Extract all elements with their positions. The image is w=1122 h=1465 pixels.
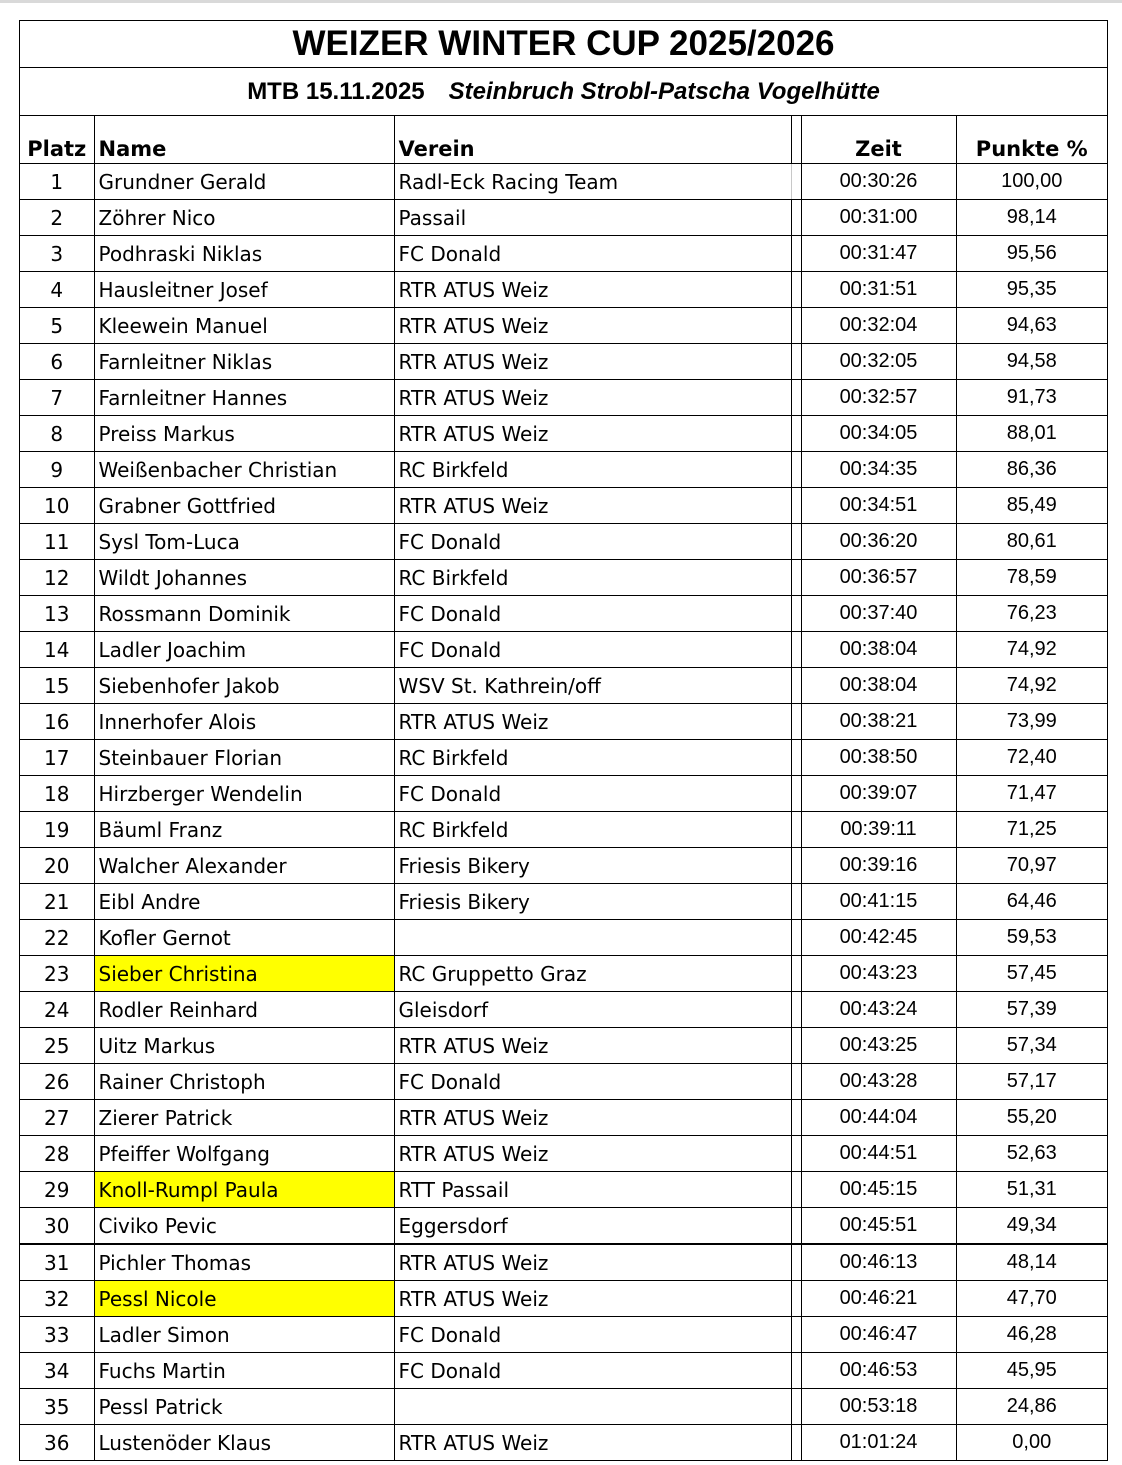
cell-punkte: 95,56: [956, 236, 1107, 272]
cell-zeit: 00:34:51: [801, 488, 956, 524]
cell-punkte: 91,73: [956, 380, 1107, 416]
cell-verein: Friesis Bikery: [394, 884, 791, 920]
cell-zeit: 00:53:18: [801, 1389, 956, 1425]
cell-platz: 25: [20, 1028, 94, 1064]
cell-platz: 32: [20, 1281, 94, 1317]
cell-platz: 27: [20, 1100, 94, 1136]
cell-platz: 19: [20, 812, 94, 848]
cell-platz: 21: [20, 884, 94, 920]
column-header-name: Name: [94, 116, 394, 164]
cell-name: Walcher Alexander: [94, 848, 394, 884]
cell-platz: 35: [20, 1389, 94, 1425]
cell-verein: WSV St. Kathrein/off: [394, 668, 791, 704]
cell-verein: FC Donald: [394, 236, 791, 272]
cell-spacer: [791, 524, 801, 560]
page-title: WEIZER WINTER CUP 2025/2026: [292, 24, 835, 63]
cell-zeit: 00:42:45: [801, 920, 956, 956]
cell-verein: Passail: [394, 200, 791, 236]
cell-spacer: [791, 344, 801, 380]
subtitle-row: [20, 68, 1107, 116]
cell-platz: 14: [20, 632, 94, 668]
cell-verein: RTR ATUS Weiz: [394, 416, 791, 452]
cell-verein: Radl-Eck Racing Team: [394, 164, 791, 200]
cell-platz: 3: [20, 236, 94, 272]
cell-verein: RTR ATUS Weiz: [394, 1281, 791, 1317]
cell-platz: 33: [20, 1317, 94, 1353]
cell-punkte: 51,31: [956, 1172, 1107, 1208]
cell-name: Pessl Patrick: [94, 1389, 394, 1425]
cell-zeit: 00:46:13: [801, 1244, 956, 1281]
cell-platz: 5: [20, 308, 94, 344]
table-row: [20, 416, 1107, 452]
cell-platz: 26: [20, 1064, 94, 1100]
cell-platz: 10: [20, 488, 94, 524]
cell-spacer: [791, 1353, 801, 1389]
cell-name: Pfeiffer Wolfgang: [94, 1136, 394, 1172]
cell-verein: RTR ATUS Weiz: [394, 380, 791, 416]
cell-spacer: [791, 848, 801, 884]
cell-name: Kofler Gernot: [94, 920, 394, 956]
cell-zeit: 00:43:25: [801, 1028, 956, 1064]
cell-name: Pichler Thomas: [94, 1244, 394, 1281]
cell-punkte: 57,45: [956, 956, 1107, 992]
cell-platz: 16: [20, 704, 94, 740]
cell-punkte: 98,14: [956, 200, 1107, 236]
event-venue: Steinbruch Strobl-Patscha Vogelhütte: [448, 77, 880, 105]
cell-name: Fuchs Martin: [94, 1353, 394, 1389]
cell-spacer: [791, 668, 801, 704]
cell-zeit: 00:38:21: [801, 704, 956, 740]
column-header-platz: Platz: [20, 116, 94, 164]
table-body: [20, 164, 1107, 1461]
cell-zeit: 00:32:57: [801, 380, 956, 416]
table-row: [20, 632, 1107, 668]
cell-verein: FC Donald: [394, 632, 791, 668]
cell-zeit: 00:39:16: [801, 848, 956, 884]
cell-zeit: 00:32:04: [801, 308, 956, 344]
cell-spacer: [791, 776, 801, 812]
cell-platz: 20: [20, 848, 94, 884]
cell-name: Rainer Christoph: [94, 1064, 394, 1100]
cell-zeit: 00:31:47: [801, 236, 956, 272]
cell-spacer: [791, 272, 801, 308]
cell-zeit: 00:37:40: [801, 596, 956, 632]
table-row: [20, 1281, 1107, 1317]
cell-platz: 29: [20, 1172, 94, 1208]
cell-spacer: [791, 632, 801, 668]
table-row: [20, 272, 1107, 308]
cell-name: Sysl Tom-Luca: [94, 524, 394, 560]
cell-spacer: [791, 1208, 801, 1245]
cell-zeit: 00:46:21: [801, 1281, 956, 1317]
table-row: [20, 308, 1107, 344]
cell-verein: RTR ATUS Weiz: [394, 704, 791, 740]
cell-verein: FC Donald: [394, 1064, 791, 1100]
cell-name: Lustenöder Klaus: [94, 1425, 394, 1461]
cell-punkte: 59,53: [956, 920, 1107, 956]
cell-spacer: [791, 380, 801, 416]
cell-punkte: 46,28: [956, 1317, 1107, 1353]
cell-spacer: [791, 1317, 801, 1353]
cell-zeit: 00:34:05: [801, 416, 956, 452]
cell-spacer: [791, 1064, 801, 1100]
cell-punkte: 88,01: [956, 416, 1107, 452]
cell-verein: RTR ATUS Weiz: [394, 344, 791, 380]
cell-zeit: 01:01:24: [801, 1425, 956, 1461]
cell-spacer: [791, 1136, 801, 1172]
cell-name: Farnleitner Niklas: [94, 344, 394, 380]
cell-zeit: 00:38:04: [801, 668, 956, 704]
cell-spacer: [791, 236, 801, 272]
cell-punkte: 94,63: [956, 308, 1107, 344]
cell-spacer: [791, 488, 801, 524]
cell-platz: 9: [20, 452, 94, 488]
cell-zeit: 00:45:15: [801, 1172, 956, 1208]
table-row: [20, 956, 1107, 992]
table-row: [20, 776, 1107, 812]
cell-zeit: 00:46:53: [801, 1353, 956, 1389]
cell-verein: RC Gruppetto Graz: [394, 956, 791, 992]
cell-verein: FC Donald: [394, 596, 791, 632]
cell-name: Pessl Nicole: [94, 1281, 394, 1317]
cell-name: Ladler Simon: [94, 1317, 394, 1353]
cell-name: Sieber Christina: [94, 956, 394, 992]
cell-zeit: 00:31:00: [801, 200, 956, 236]
table-row: [20, 596, 1107, 632]
cell-name: Zierer Patrick: [94, 1100, 394, 1136]
cell-name: Zöhrer Nico: [94, 200, 394, 236]
cell-name: Rossmann Dominik: [94, 596, 394, 632]
table-row: [20, 992, 1107, 1028]
cell-verein: RTR ATUS Weiz: [394, 1136, 791, 1172]
cell-verein: Gleisdorf: [394, 992, 791, 1028]
top-divider: [0, 0, 1122, 3]
cell-platz: 1: [20, 164, 94, 200]
cell-spacer: [791, 1244, 801, 1281]
cell-platz: 23: [20, 956, 94, 992]
cell-name: Preiss Markus: [94, 416, 394, 452]
cell-name: Hausleitner Josef: [94, 272, 394, 308]
cell-verein: RTR ATUS Weiz: [394, 1244, 791, 1281]
results-sheet: [19, 20, 1108, 1461]
cell-punkte: 57,34: [956, 1028, 1107, 1064]
cell-verein: RTR ATUS Weiz: [394, 488, 791, 524]
table-row: [20, 524, 1107, 560]
table-row: [20, 884, 1107, 920]
cell-zeit: 00:41:15: [801, 884, 956, 920]
table-row: [20, 164, 1107, 200]
cell-platz: 15: [20, 668, 94, 704]
cell-verein: [394, 1389, 791, 1425]
cell-name: Siebenhofer Jakob: [94, 668, 394, 704]
cell-zeit: 00:38:50: [801, 740, 956, 776]
cell-platz: 36: [20, 1425, 94, 1461]
cell-punkte: 100,00: [956, 164, 1107, 200]
column-header-verein: Verein: [394, 116, 791, 164]
cell-punkte: 85,49: [956, 488, 1107, 524]
cell-verein: FC Donald: [394, 776, 791, 812]
column-spacer: [791, 116, 801, 164]
cell-zeit: 00:36:57: [801, 560, 956, 596]
cell-verein: RC Birkfeld: [394, 812, 791, 848]
cell-punkte: 70,97: [956, 848, 1107, 884]
cell-platz: 13: [20, 596, 94, 632]
cell-zeit: 00:30:26: [801, 164, 956, 200]
cell-spacer: [791, 1281, 801, 1317]
cell-punkte: 55,20: [956, 1100, 1107, 1136]
table-row: [20, 1317, 1107, 1353]
table-row: [20, 848, 1107, 884]
cell-verein: RC Birkfeld: [394, 560, 791, 596]
cell-platz: 12: [20, 560, 94, 596]
table-row: [20, 1389, 1107, 1425]
results-table: [20, 116, 1107, 1461]
cell-punkte: 78,59: [956, 560, 1107, 596]
cell-name: Eibl Andre: [94, 884, 394, 920]
cell-name: Rodler Reinhard: [94, 992, 394, 1028]
table-row: [20, 920, 1107, 956]
cell-name: Bäuml Franz: [94, 812, 394, 848]
cell-verein: RTR ATUS Weiz: [394, 308, 791, 344]
cell-name: Podhraski Niklas: [94, 236, 394, 272]
table-row: [20, 1425, 1107, 1461]
cell-verein: Friesis Bikery: [394, 848, 791, 884]
table-row: [20, 1100, 1107, 1136]
cell-verein: Eggersdorf: [394, 1208, 791, 1245]
cell-punkte: 74,92: [956, 668, 1107, 704]
cell-name: Knoll-Rumpl Paula: [94, 1172, 394, 1208]
cell-spacer: [791, 560, 801, 596]
table-row: [20, 812, 1107, 848]
cell-name: Uitz Markus: [94, 1028, 394, 1064]
cell-zeit: 00:38:04: [801, 632, 956, 668]
cell-zeit: 00:32:05: [801, 344, 956, 380]
cell-punkte: 95,35: [956, 272, 1107, 308]
cell-verein: RTR ATUS Weiz: [394, 1425, 791, 1461]
cell-verein: FC Donald: [394, 1317, 791, 1353]
cell-platz: 24: [20, 992, 94, 1028]
cell-platz: 11: [20, 524, 94, 560]
cell-spacer: [791, 596, 801, 632]
cell-verein: RTR ATUS Weiz: [394, 272, 791, 308]
cell-zeit: 00:31:51: [801, 272, 956, 308]
cell-spacer: [791, 1389, 801, 1425]
cell-platz: 6: [20, 344, 94, 380]
cell-zeit: 00:39:11: [801, 812, 956, 848]
cell-zeit: 00:43:28: [801, 1064, 956, 1100]
cell-punkte: 86,36: [956, 452, 1107, 488]
cell-punkte: 52,63: [956, 1136, 1107, 1172]
cell-name: Weißenbacher Christian: [94, 452, 394, 488]
table-row: [20, 704, 1107, 740]
cell-zeit: 00:46:47: [801, 1317, 956, 1353]
cell-name: Ladler Joachim: [94, 632, 394, 668]
cell-name: Innerhofer Alois: [94, 704, 394, 740]
cell-name: Grundner Gerald: [94, 164, 394, 200]
cell-name: Steinbauer Florian: [94, 740, 394, 776]
event-date: MTB 15.11.2025: [247, 77, 425, 105]
cell-punkte: 94,58: [956, 344, 1107, 380]
cell-zeit: 00:44:04: [801, 1100, 956, 1136]
cell-punkte: 74,92: [956, 632, 1107, 668]
cell-punkte: 47,70: [956, 1281, 1107, 1317]
cell-spacer: [791, 1425, 801, 1461]
cell-punkte: 24,86: [956, 1389, 1107, 1425]
cell-punkte: 72,40: [956, 740, 1107, 776]
cell-verein: RC Birkfeld: [394, 740, 791, 776]
cell-name: Grabner Gottfried: [94, 488, 394, 524]
cell-punkte: 71,47: [956, 776, 1107, 812]
cell-punkte: 73,99: [956, 704, 1107, 740]
cell-punkte: 49,34: [956, 1208, 1107, 1245]
cell-name: Hirzberger Wendelin: [94, 776, 394, 812]
cell-punkte: 48,14: [956, 1244, 1107, 1281]
table-row: [20, 488, 1107, 524]
cell-spacer: [791, 452, 801, 488]
cell-spacer: [791, 740, 801, 776]
cell-verein: FC Donald: [394, 1353, 791, 1389]
cell-spacer: [791, 200, 801, 236]
column-header-punkte: Punkte %: [956, 116, 1107, 164]
title-row: [20, 21, 1107, 68]
table-row: [20, 452, 1107, 488]
table-row: [20, 236, 1107, 272]
cell-platz: 34: [20, 1353, 94, 1389]
cell-spacer: [791, 416, 801, 452]
cell-zeit: 00:44:51: [801, 1136, 956, 1172]
cell-punkte: 57,17: [956, 1064, 1107, 1100]
cell-punkte: 71,25: [956, 812, 1107, 848]
table-row: [20, 1208, 1107, 1245]
table-row: [20, 380, 1107, 416]
table-row: [20, 200, 1107, 236]
cell-verein: RC Birkfeld: [394, 452, 791, 488]
cell-zeit: 00:36:20: [801, 524, 956, 560]
cell-spacer: [791, 1028, 801, 1064]
table-row: [20, 1028, 1107, 1064]
cell-verein: [394, 920, 791, 956]
table-row: [20, 740, 1107, 776]
cell-punkte: 0,00: [956, 1425, 1107, 1461]
cell-spacer: [791, 884, 801, 920]
cell-spacer: [791, 164, 801, 200]
table-row: [20, 560, 1107, 596]
cell-name: Wildt Johannes: [94, 560, 394, 596]
cell-verein: FC Donald: [394, 524, 791, 560]
cell-spacer: [791, 920, 801, 956]
cell-punkte: 45,95: [956, 1353, 1107, 1389]
table-row: [20, 1244, 1107, 1281]
cell-name: Civiko Pevic: [94, 1208, 394, 1245]
cell-spacer: [791, 992, 801, 1028]
cell-spacer: [791, 812, 801, 848]
cell-verein: RTR ATUS Weiz: [394, 1100, 791, 1136]
cell-platz: 8: [20, 416, 94, 452]
cell-name: Farnleitner Hannes: [94, 380, 394, 416]
table-row: [20, 344, 1107, 380]
table-row: [20, 1172, 1107, 1208]
cell-spacer: [791, 308, 801, 344]
cell-verein: RTT Passail: [394, 1172, 791, 1208]
cell-punkte: 57,39: [956, 992, 1107, 1028]
cell-spacer: [791, 704, 801, 740]
column-header-zeit: Zeit: [801, 116, 956, 164]
cell-punkte: 76,23: [956, 596, 1107, 632]
cell-punkte: 80,61: [956, 524, 1107, 560]
cell-platz: 17: [20, 740, 94, 776]
cell-platz: 28: [20, 1136, 94, 1172]
cell-spacer: [791, 1172, 801, 1208]
cell-platz: 30: [20, 1208, 94, 1245]
cell-punkte: 64,46: [956, 884, 1107, 920]
cell-spacer: [791, 956, 801, 992]
table-row: [20, 1136, 1107, 1172]
cell-platz: 18: [20, 776, 94, 812]
cell-platz: 4: [20, 272, 94, 308]
cell-zeit: 00:43:23: [801, 956, 956, 992]
cell-platz: 22: [20, 920, 94, 956]
table-row: [20, 1064, 1107, 1100]
table-header-row: [20, 116, 1107, 164]
cell-zeit: 00:45:51: [801, 1208, 956, 1245]
table-row: [20, 1353, 1107, 1389]
cell-platz: 7: [20, 380, 94, 416]
cell-verein: RTR ATUS Weiz: [394, 1028, 791, 1064]
cell-zeit: 00:34:35: [801, 452, 956, 488]
table-row: [20, 668, 1107, 704]
cell-zeit: 00:43:24: [801, 992, 956, 1028]
cell-platz: 31: [20, 1244, 94, 1281]
cell-platz: 2: [20, 200, 94, 236]
cell-name: Kleewein Manuel: [94, 308, 394, 344]
cell-zeit: 00:39:07: [801, 776, 956, 812]
cell-spacer: [791, 1100, 801, 1136]
